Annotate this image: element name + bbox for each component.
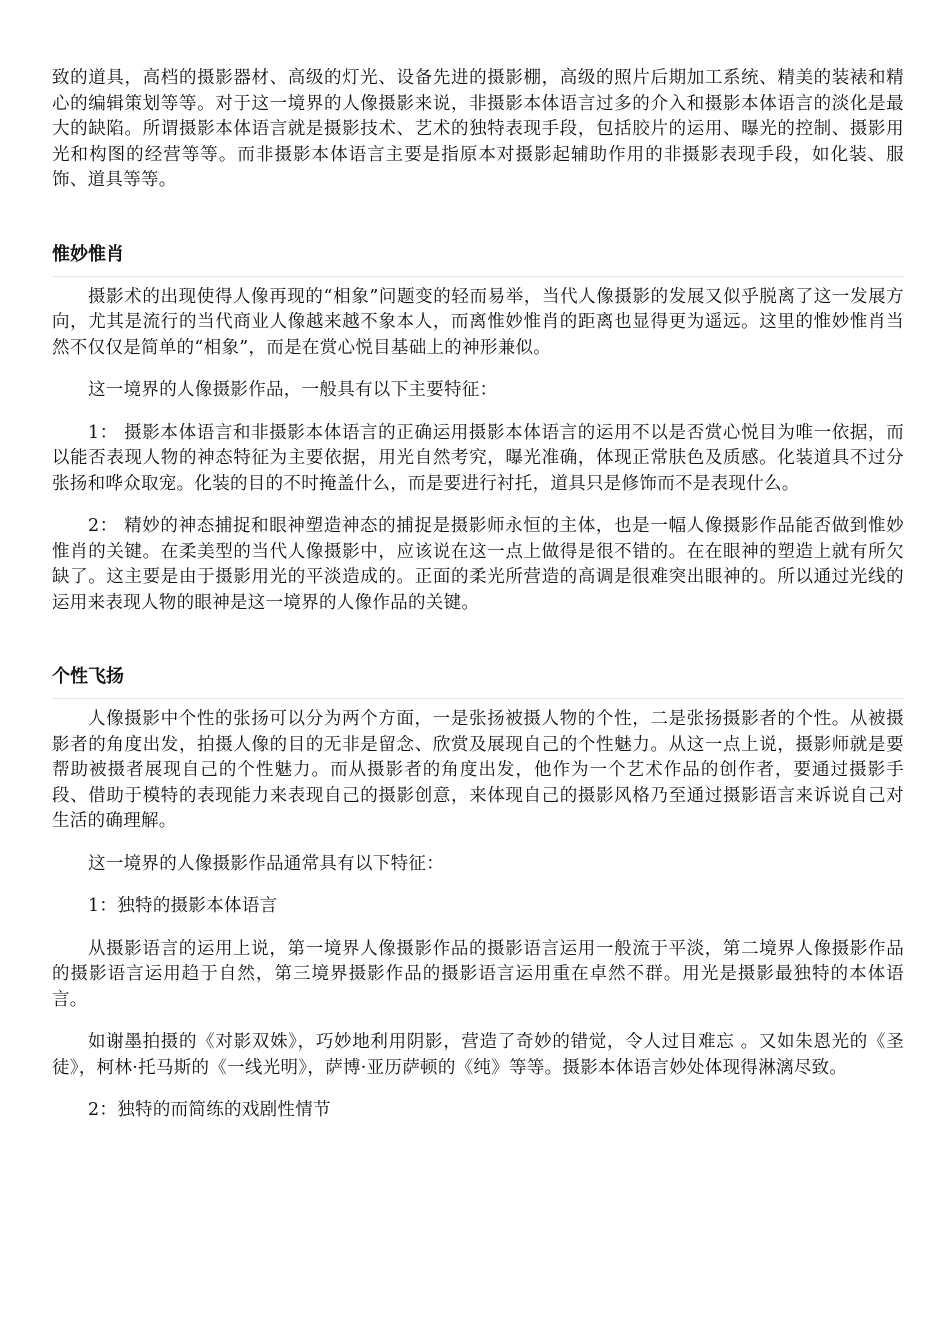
section-heading-weimiao: 惟妙惟肖 [52, 242, 904, 277]
section2-paragraph-2: 这一境界的人像摄影作品通常具有以下特征： [88, 853, 444, 874]
section2-feature-2-title: 2：独特的而简练的戏剧性情节 [88, 1100, 331, 1120]
section1-paragraph-1: 摄影术的出现使得人像再现的“相象”问题变的轻而易举，当代人像摄影的发展又似乎脱离了这一发展方向，尤其是流行的当代商业人像越来越不象本人，而离惟妙惟肖的距离也显得更为遥远。这里的惟妙惟肖当然不仅仅是简单的“相象”，而是在赏心悦目基础上的神形兼似。 [52, 286, 904, 358]
section2-paragraph-1: 人像摄影中个性的张扬可以分为两个方面，一是张扬被摄人物的个性，二是张扬摄影者的个性。从被摄影者的角度出发，拍摄人像的目的无非是留念、欣赏及展现自己的个性魅力。从这一点上说，摄影师就是要帮助被摄者展现自己的个性魅力。而从摄影者的角度出发，他作为一个艺术作品的创作者，要通过摄影手段、借助于模特的表现能力来表现自己的摄影创意，来体现自己的摄影风格乃至通过摄影语言来诉说自己对生活的确理解。 [52, 709, 904, 831]
section-heading-gexing: 个性飞扬 [52, 664, 904, 699]
section2-feature-1-title: 1：独特的摄影本体语言 [88, 896, 278, 916]
section1-feature-1: 1： 摄影本体语言和非摄影本体语言的正确运用摄影本体语言的运用不以是否赏心悦目为唯一依据，而以能否表现人物的神态特征为主要依据，用光自然考究，曝光准确，体现正常肤色及质感。化装道具不过分张扬和哗众取宠。化装的目的不时掩盖什么，而是要进行衬托，道具只是修饰而不是表现什么。 [52, 422, 904, 494]
section1-feature-2: 2： 精妙的神态捕捉和眼神塑造神态的捕捉是摄影师永恒的主体，也是一幅人像摄影作品能否做到惟妙惟肖的关键。在柔美型的当代人像摄影中，应该说在这一点上做得是很不错的。在在眼神的塑造上就有所欠缺了。这主要是由于摄影用光的平淡造成的。正面的柔光所营造的高调是很难突出眼神的。所以通过光线的运用来表现人物的眼神是这一境界的人像作品的关键。 [52, 516, 904, 613]
section2-paragraph-4: 如谢墨拍摄的《对影双姝》，巧妙地利用阴影，营造了奇妙的错觉，令人过目难忘 。又如朱恩光的《圣徒》，柯林·托马斯的《一线光明》，萨博·亚历萨顿的《纯》等等。摄影本体语言妙处体现得淋漓尽致。 [52, 1032, 904, 1078]
section2-paragraph-3: 从摄影语言的运用上说，第一境界人像摄影作品的摄影语言运用一般流于平淡，第二境界人像摄影作品的摄影语言运用趋于自然，第三境界摄影作品的摄影语言运用重在卓然不群。用光是摄影最独特的本体语言。 [52, 938, 904, 1010]
document-page [52, 66, 904, 1141]
section1-paragraph-2: 这一境界的人像摄影作品，一般具有以下主要特征： [88, 380, 498, 400]
intro-paragraph: 致的道具，高档的摄影器材、高级的灯光、设备先进的摄影棚，高级的照片后期加工系统、精美的装裱和精心的编辑策划等等。对于这一境界的人像摄影来说，非摄影本体语言过多的介入和摄影本体语言的淡化是最大的缺陷。所谓摄影本体语言就是摄影技术、艺术的独特表现手段，包括胶片的运用、曝光的控制、摄影用光和构图的经营等等。而非摄影本体语言主要是指原本对摄影起辅助作用的非摄影表现手段，如化装、服饰、道具等等。 [52, 68, 904, 190]
